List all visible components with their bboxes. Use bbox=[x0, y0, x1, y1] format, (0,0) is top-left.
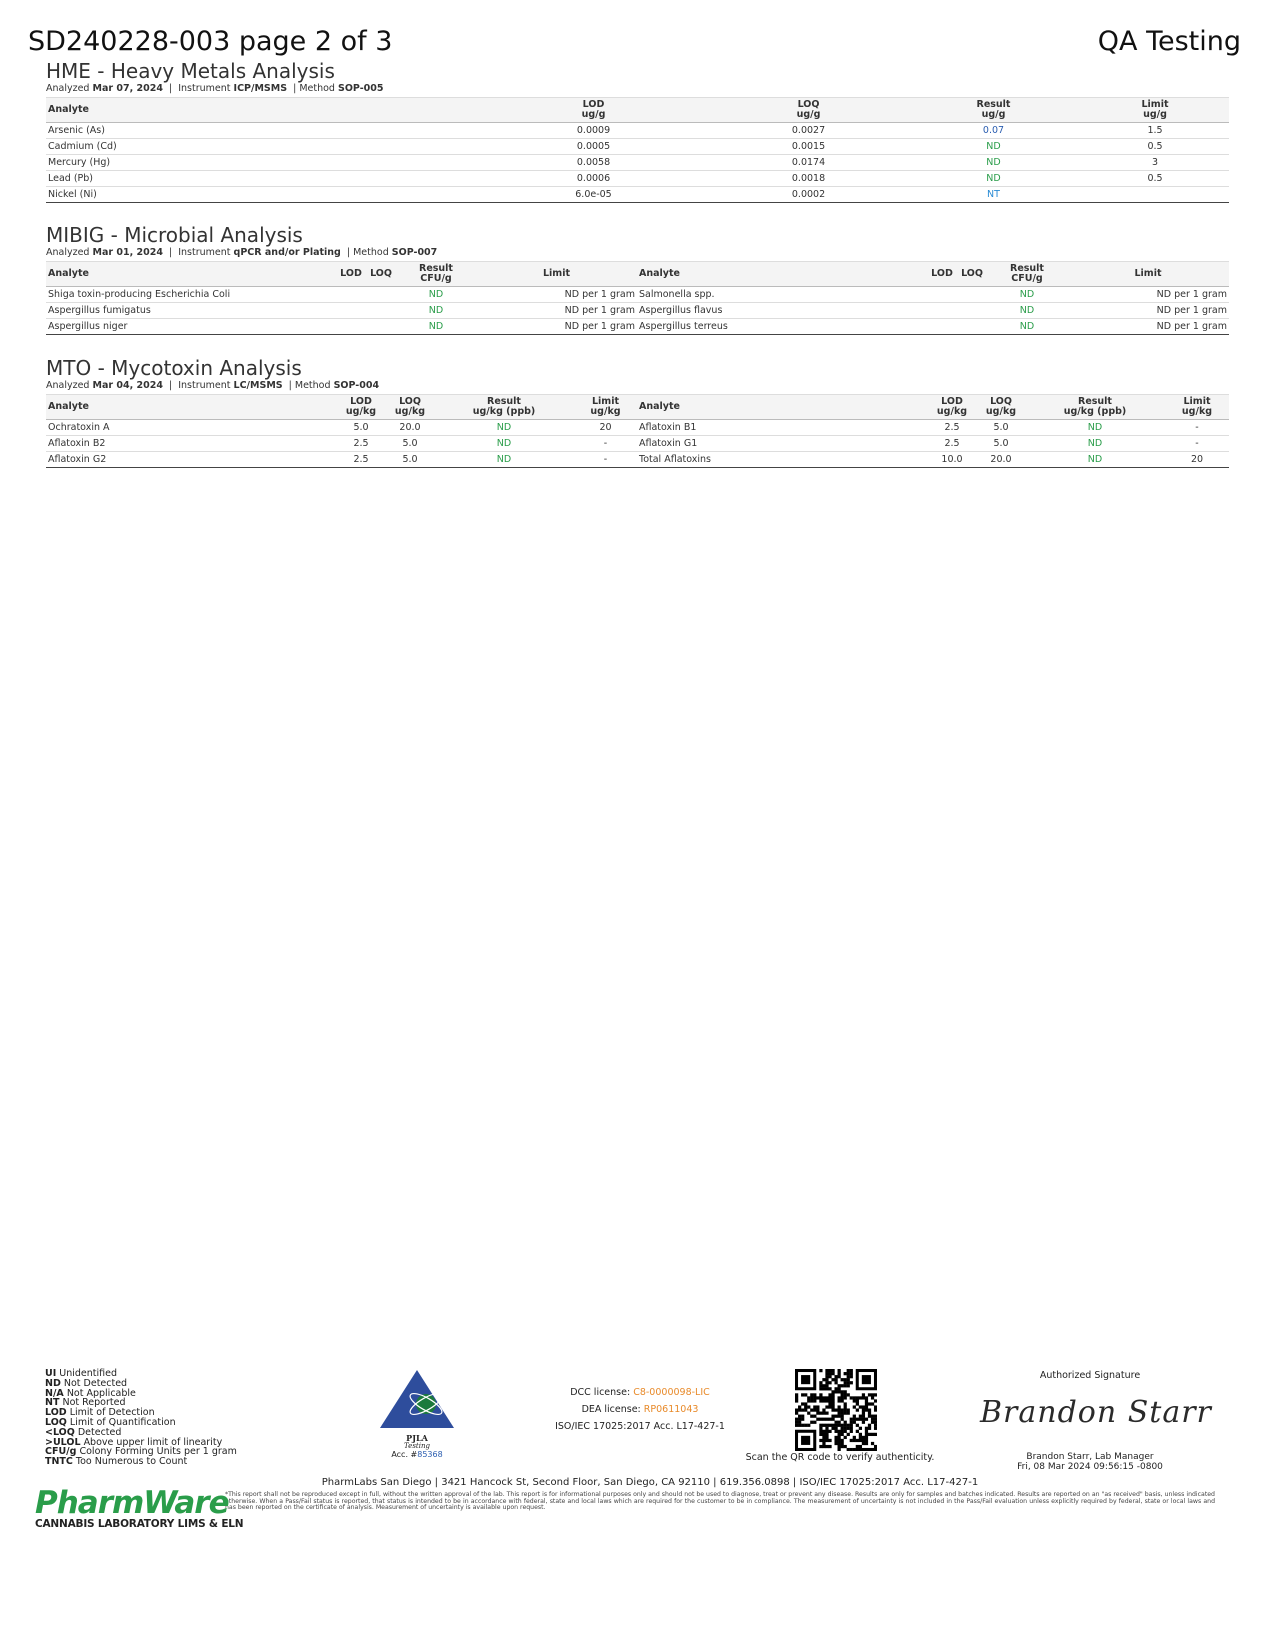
legend-item: CFU/g Colony Forming Units per 1 gram bbox=[45, 1446, 237, 1458]
iso-accreditation: ISO/IEC 17025:2017 Acc. L17-427-1 bbox=[555, 1421, 725, 1432]
loq-cell: 20.0 bbox=[977, 452, 1025, 468]
license-block bbox=[540, 1384, 740, 1435]
result-cell: ND bbox=[396, 287, 476, 303]
col-analyte: Analyte bbox=[46, 98, 476, 123]
lod-cell bbox=[927, 287, 957, 303]
loq-cell: 5.0 bbox=[977, 436, 1025, 452]
pjla-sub: Testing bbox=[404, 1442, 430, 1450]
page-title: SD240228-003 page 2 of 3 bbox=[28, 26, 393, 57]
result-cell: ND bbox=[906, 155, 1081, 171]
col-result: Result ug/kg (ppb) bbox=[1025, 395, 1165, 420]
col-loq: LOQ ug/g bbox=[711, 98, 906, 123]
analyte-cell: Lead (Pb) bbox=[46, 171, 476, 187]
legend-item: UI Unidentified bbox=[45, 1368, 118, 1379]
limit-cell: 1.5 bbox=[1081, 123, 1229, 139]
loq-cell: 5.0 bbox=[386, 436, 434, 452]
lod-cell: 0.0005 bbox=[476, 139, 711, 155]
pjla-name: PJLA bbox=[406, 1433, 428, 1443]
analyte-cell: Total Aflatoxins bbox=[637, 452, 927, 468]
limit-cell bbox=[1081, 187, 1229, 203]
dea-license: DEA license: RP0611043 bbox=[581, 1404, 699, 1415]
result-cell: ND bbox=[434, 420, 574, 436]
table-header-row bbox=[46, 395, 1229, 420]
limit-cell: 0.5 bbox=[1081, 139, 1229, 155]
lod-cell: 5.0 bbox=[336, 420, 386, 436]
result-cell: ND bbox=[906, 171, 1081, 187]
loq-cell bbox=[366, 287, 396, 303]
pjla-accreditation: Acc. #85368 bbox=[391, 1450, 443, 1459]
lod-cell: 2.5 bbox=[336, 452, 386, 468]
limit-cell: - bbox=[574, 436, 637, 452]
result-cell: NT bbox=[906, 187, 1081, 203]
mibig-title: MIBIG - Microbial Analysis bbox=[46, 223, 303, 247]
analyte-cell: Nickel (Ni) bbox=[46, 187, 476, 203]
legend-item: LOD Limit of Detection bbox=[45, 1407, 155, 1419]
col-loq: LOQ bbox=[366, 262, 396, 287]
lod-cell bbox=[336, 319, 366, 335]
analyte-cell: Aflatoxin B2 bbox=[46, 436, 336, 452]
analyte-cell: Mercury (Hg) bbox=[46, 155, 476, 171]
analyte-cell: Aflatoxin G2 bbox=[46, 452, 336, 468]
loq-cell bbox=[957, 303, 987, 319]
lod-cell: 6.0e-05 bbox=[476, 187, 711, 203]
col-analyte: Analyte bbox=[637, 262, 927, 287]
lab-address: PharmLabs San Diego | 3421 Hancock St, Second Floor, San Diego, CA 92110 | 619.356.0898 | ISO/IEC 17025:2017 Acc. L17-427-1 bbox=[321, 1477, 979, 1488]
legend-item: N/A Not Applicable bbox=[45, 1387, 136, 1399]
analyte-cell: Aflatoxin B1 bbox=[637, 420, 927, 436]
pjla-badge bbox=[378, 1368, 456, 1460]
limit-cell: - bbox=[574, 452, 637, 468]
lod-cell bbox=[927, 303, 957, 319]
analyte-cell: Arsenic (As) bbox=[46, 123, 476, 139]
table-header-row bbox=[46, 262, 1229, 287]
col-limit: Limit ug/g bbox=[1081, 98, 1229, 123]
col-limit: Limit bbox=[1067, 262, 1229, 287]
limit-cell: ND per 1 gram bbox=[476, 303, 637, 319]
col-lod: LOD bbox=[336, 262, 366, 287]
limit-cell: ND per 1 gram bbox=[476, 319, 637, 335]
col-lod: LOD ug/kg bbox=[927, 395, 977, 420]
result-cell: ND bbox=[1025, 420, 1165, 436]
loq-cell: 20.0 bbox=[386, 420, 434, 436]
disclaimer: *This report shall not be reproduced except in full, without the written approval of the lab. This report is for informational purposes only and should not be used to diagnose, treat or prevent any disease. Results are only for samples and batches indicated. Results are reported on an "as received" basis, unless indicated otherwise. When a Pass/Fail status is reported, that status is intended to be in accordance with federal, state and local laws which are required for the customer to be in compliance. The measurement of uncertainty is not included in the Pass/Fail evaluation unless explicitly required by federal, state or local laws and has been reported on the certificate of analysis. Measurement of uncertainty is available upon request. bbox=[225, 1491, 1215, 1511]
lod-cell bbox=[336, 303, 366, 319]
col-limit: Limit ug/kg bbox=[1165, 395, 1229, 420]
col-loq: LOQ ug/kg bbox=[977, 395, 1025, 420]
result-cell: ND bbox=[434, 436, 574, 452]
limit-cell: ND per 1 gram bbox=[1067, 319, 1229, 335]
result-cell: ND bbox=[1025, 436, 1165, 452]
limit-cell: ND per 1 gram bbox=[476, 287, 637, 303]
col-result: Result ug/g bbox=[906, 98, 1081, 123]
signatory: Brandon Starr, Lab Manager Fri, 08 Mar 2024 09:56:15 -0800 bbox=[1017, 1452, 1163, 1472]
col-loq: LOQ bbox=[957, 262, 987, 287]
mto-title: MTO - Mycotoxin Analysis bbox=[46, 356, 302, 380]
legend-item: LOQ Limit of Quantification bbox=[45, 1416, 176, 1428]
authorized-signature-label: Authorized Signature bbox=[1039, 1370, 1141, 1381]
pharmware-logo bbox=[35, 1487, 243, 1530]
pharmware-tagline: CANNABIS LABORATORY LIMS & ELN bbox=[35, 1518, 244, 1530]
col-result: Result CFU/g bbox=[987, 262, 1067, 287]
abbreviation-legend bbox=[45, 1369, 237, 1467]
table-row bbox=[46, 171, 1229, 187]
lod-cell: 0.0058 bbox=[476, 155, 711, 171]
limit-cell: 20 bbox=[574, 420, 637, 436]
mycotoxin-table bbox=[46, 394, 1229, 468]
loq-cell: 5.0 bbox=[977, 420, 1025, 436]
col-limit: Limit ug/kg bbox=[574, 395, 637, 420]
pjla-logo-icon bbox=[378, 1368, 456, 1430]
col-result: Result CFU/g bbox=[396, 262, 476, 287]
hme-title: HME - Heavy Metals Analysis bbox=[46, 59, 335, 83]
lod-cell: 2.5 bbox=[336, 436, 386, 452]
analyte-cell: Aspergillus fumigatus bbox=[46, 303, 336, 319]
pharmware-wordmark: PharmWare bbox=[35, 1485, 229, 1521]
lod-cell bbox=[927, 319, 957, 335]
result-cell: ND bbox=[987, 287, 1067, 303]
microbial-table bbox=[46, 261, 1229, 335]
result-cell: ND bbox=[1025, 452, 1165, 468]
qr-code-icon[interactable] bbox=[795, 1369, 877, 1451]
limit-cell: ND per 1 gram bbox=[1067, 287, 1229, 303]
loq-cell: 0.0174 bbox=[711, 155, 906, 171]
heavy-metals-table bbox=[46, 97, 1229, 203]
analyte-cell: Aspergillus terreus bbox=[637, 319, 927, 335]
loq-cell: 0.0015 bbox=[711, 139, 906, 155]
limit-cell: ND per 1 gram bbox=[1067, 303, 1229, 319]
table-row bbox=[46, 452, 1229, 468]
col-analyte: Analyte bbox=[46, 262, 336, 287]
col-lod: LOD ug/kg bbox=[336, 395, 386, 420]
result-cell: ND bbox=[396, 319, 476, 335]
legend-item: NT Not Reported bbox=[45, 1397, 126, 1409]
client-name: QA Testing bbox=[1097, 26, 1241, 57]
loq-cell: 0.0018 bbox=[711, 171, 906, 187]
loq-cell bbox=[957, 287, 987, 303]
loq-cell: 0.0027 bbox=[711, 123, 906, 139]
table-row bbox=[46, 319, 1229, 335]
mto-meta: Analyzed Mar 04, 2024 | Instrument LC/MSMS | Method SOP-004 bbox=[46, 380, 380, 391]
loq-cell: 5.0 bbox=[386, 452, 434, 468]
col-result: Result ug/kg (ppb) bbox=[434, 395, 574, 420]
qr-caption: Scan the QR code to verify authenticity. bbox=[745, 1452, 935, 1463]
lod-cell: 0.0009 bbox=[476, 123, 711, 139]
lod-cell: 10.0 bbox=[927, 452, 977, 468]
result-cell: ND bbox=[906, 139, 1081, 155]
col-analyte: Analyte bbox=[637, 395, 927, 420]
table-row bbox=[46, 187, 1229, 203]
col-lod: LOD ug/g bbox=[476, 98, 711, 123]
table-row bbox=[46, 436, 1229, 452]
analyte-cell: Aspergillus niger bbox=[46, 319, 336, 335]
lod-cell bbox=[336, 287, 366, 303]
result-cell: ND bbox=[434, 452, 574, 468]
limit-cell: - bbox=[1165, 436, 1229, 452]
limit-cell: 3 bbox=[1081, 155, 1229, 171]
analyte-cell: Salmonella spp. bbox=[637, 287, 927, 303]
table-row bbox=[46, 420, 1229, 436]
limit-cell: - bbox=[1165, 420, 1229, 436]
table-row bbox=[46, 303, 1229, 319]
table-row bbox=[46, 139, 1229, 155]
legend-item: ND Not Detected bbox=[45, 1377, 128, 1389]
mibig-meta: Analyzed Mar 01, 2024 | Instrument qPCR and/or Plating | Method SOP-007 bbox=[46, 247, 438, 258]
result-cell: ND bbox=[987, 319, 1067, 335]
lod-cell: 2.5 bbox=[927, 420, 977, 436]
result-cell: 0.07 bbox=[906, 123, 1081, 139]
result-cell: ND bbox=[987, 303, 1067, 319]
loq-cell bbox=[366, 303, 396, 319]
col-limit: Limit bbox=[476, 262, 637, 287]
handwritten-signature: Brandon Starr bbox=[980, 1395, 1212, 1430]
table-header-row bbox=[46, 98, 1229, 123]
analyte-cell: Ochratoxin A bbox=[46, 420, 336, 436]
legend-item: <LOQ Detected bbox=[45, 1426, 122, 1438]
loq-cell bbox=[957, 319, 987, 335]
lod-cell: 0.0006 bbox=[476, 171, 711, 187]
table-row bbox=[46, 123, 1229, 139]
analyte-cell: Shiga toxin-producing Escherichia Coli bbox=[46, 287, 336, 303]
result-cell: ND bbox=[396, 303, 476, 319]
loq-cell: 0.0002 bbox=[711, 187, 906, 203]
table-row bbox=[46, 287, 1229, 303]
analyte-cell: Aflatoxin G1 bbox=[637, 436, 927, 452]
col-lod: LOD bbox=[927, 262, 957, 287]
loq-cell bbox=[366, 319, 396, 335]
hme-meta: Analyzed Mar 07, 2024 | Instrument ICP/MSMS | Method SOP-005 bbox=[46, 83, 384, 94]
lod-cell: 2.5 bbox=[927, 436, 977, 452]
legend-item: >ULOL Above upper limit of linearity bbox=[45, 1436, 223, 1448]
col-loq: LOQ ug/kg bbox=[386, 395, 434, 420]
limit-cell: 0.5 bbox=[1081, 171, 1229, 187]
analyte-cell: Cadmium (Cd) bbox=[46, 139, 476, 155]
limit-cell: 20 bbox=[1165, 452, 1229, 468]
analyte-cell: Aspergillus flavus bbox=[637, 303, 927, 319]
col-analyte: Analyte bbox=[46, 395, 336, 420]
table-row bbox=[46, 155, 1229, 171]
legend-item: TNTC Too Numerous to Count bbox=[45, 1456, 188, 1468]
dcc-license: DCC license: C8-0000098-LIC bbox=[570, 1387, 710, 1398]
